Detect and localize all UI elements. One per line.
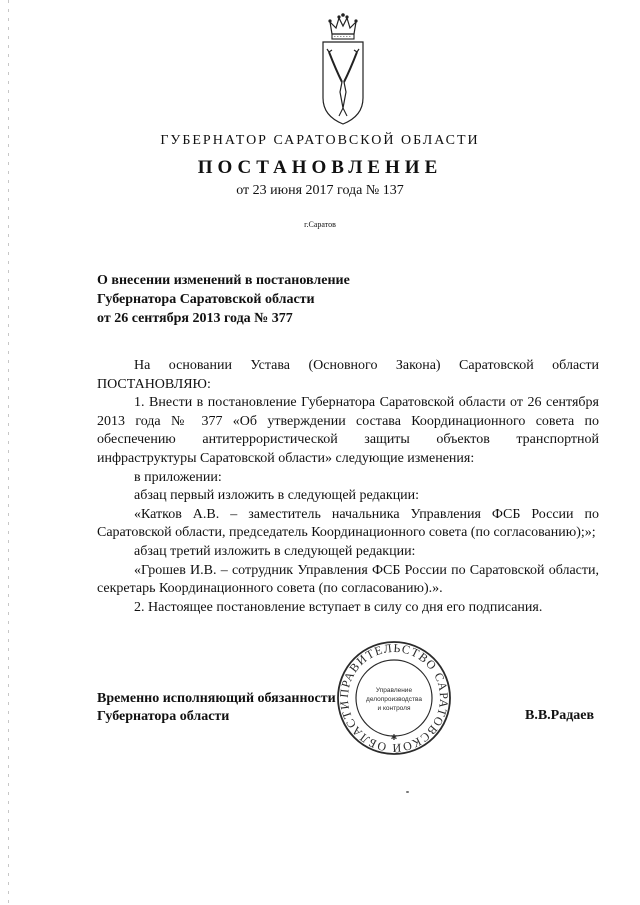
stamp-inner-line: делопроизводства — [366, 696, 422, 703]
stamp-outer-text: ПРАВИТЕЛЬСТВО САРАТОВСКОЙ ОБЛАСТИ — [336, 640, 452, 756]
signatory-position-line: Губернатора области — [97, 709, 230, 724]
subject-line: О внесении изменений в постановление — [97, 273, 350, 288]
subject-line: Губернатора Саратовской области — [97, 292, 315, 307]
document-type-title: ПОСТАНОВЛЕНИЕ — [197, 157, 443, 178]
body-paragraph: 1. Внести в постановление Губернатора Саратовской области от 26 сентября 2013 года № 377 «Об утверждении состава Координационного совета по обеспечению антитеррористической защиты объектов транспортной инфраструктуры Саратовской области» следующие изменения: — [97, 395, 599, 466]
signatory-position-line: Временно исполняющий обязанности — [97, 691, 336, 706]
subject-line: от 26 сентября 2013 года № 377 — [97, 311, 293, 326]
body-paragraph: 2. Настоящее постановление вступает в силу со дня его подписания. — [134, 599, 543, 615]
document-city: г.Саратов — [304, 220, 336, 229]
document-subject — [97, 271, 350, 328]
svg-text:✱: ✱ — [390, 733, 398, 742]
document-date-number: от 23 июня 2017 года № 137 — [236, 183, 404, 198]
body-paragraph: На основании Устава (Основного Закона) Саратовской области ПОСТАНОВЛЯЮ: — [97, 358, 599, 392]
body-paragraph: «Грошев И.В. – сотрудник Управления ФСБ России по Саратовской области, секретарь Координационного совета (по согласованию).». — [97, 562, 599, 597]
issuing-authority: ГУБЕРНАТОР САРАТОВСКОЙ ОБЛАСТИ — [160, 133, 480, 148]
body-paragraph: «Катков А.В. – заместитель начальника Управления ФСБ России по Саратовской области, председатель Координационного совета (по согласованию);»; — [97, 506, 599, 541]
document-body — [97, 357, 599, 617]
signatory-position — [97, 690, 336, 726]
signatory-name: В.В.Радаев — [525, 708, 595, 723]
body-paragraph: абзац третий изложить в следующей редакции: — [134, 543, 416, 559]
body-paragraph: абзац первый изложить в следующей редакции: — [134, 488, 420, 504]
saratov-coat-of-arms-icon — [318, 12, 368, 130]
scan-speck — [406, 791, 409, 793]
body-paragraph: в приложении: — [134, 469, 222, 485]
stamp-inner-line: Управление — [375, 687, 413, 694]
official-stamp — [336, 640, 452, 756]
stamp-inner-line: и контроля — [377, 705, 411, 712]
